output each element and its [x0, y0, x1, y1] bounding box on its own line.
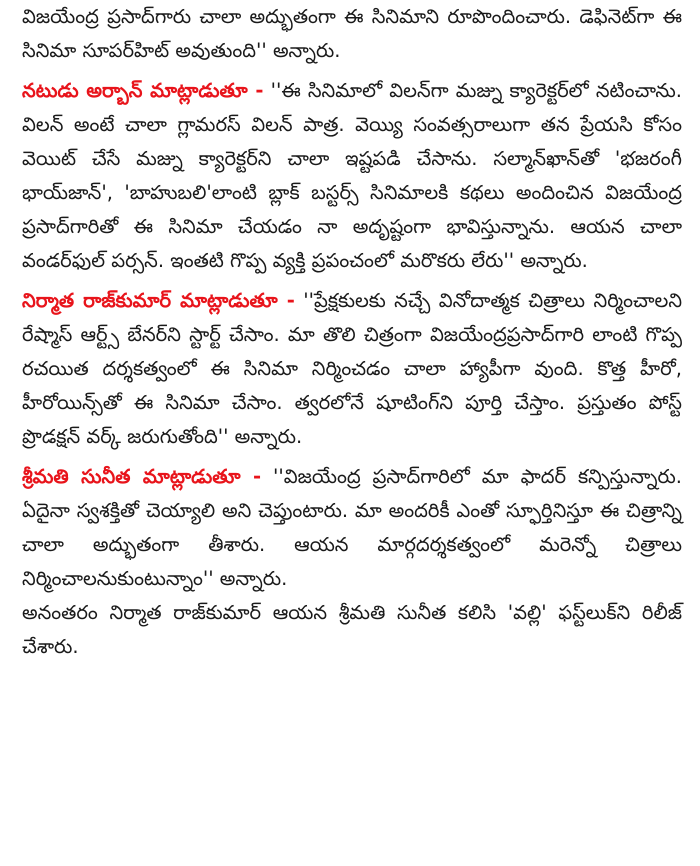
speaker-label: నిర్మాత రాజ్‌కుమార్‌ మాట్లాడుతూ -	[22, 289, 295, 312]
paragraph-text: అనంతరం నిర్మాత రాజ్‌కుమార్‌ ఆయన శ్రీమతి సునీత కలిసి 'వల్లి' ఫస్ట్‌లుక్‌ని రిలీజ్‌ చేశారు.	[22, 601, 682, 658]
paragraph-intro-closing	[22, 0, 682, 68]
paragraph-text: ''విజయేంద్ర ప్రసాద్‌గారిలో మా ఫాదర్‌ కన్పిస్తున్నారు. ఏదైనా స్వశక్తితో చెయ్యాలి అని చెప్తుంటారు. మా అందరికీ ఎంతో స్ఫూర్తినిస్తూ ఈ చిత్రాన్ని చాలా అద్భుతంగా తీశారు. ఆయన మార్గదర్శకత్వంలో మరెన్నో చిత్రాలు నిర్మించాలనుకుంటున్నాం'' అన్నారు.	[22, 465, 682, 590]
paragraph-text: ''ప్రేక్షకులకు నచ్చే వినోదాత్మక చిత్రాలు నిర్మించాలని రేష్మాస్‌ ఆర్ట్స్‌ బేనర్‌ని స్టార్ట్‌ చేసాం. మా తొలి చిత్రంగా విజయేంద్రప్రసాద్‌గారి లాంటి గొప్ప రచయిత దర్శకత్వంలో ఈ సినిమా నిర్మించడం చాలా హ్యాపీగా వుంది. కొత్త హీరో, హీరోయిన్స్‌తో ఈ సినిమా చేసాం. త్వరలోనే షూటింగ్‌ని పూర్తి చేస్తాం. ప్రస్తుతం పోస్ట్‌ ప్రొడక్షన్‌ వర్క్‌ జరుగుతోంది'' అన్నారు.	[22, 289, 683, 448]
paragraph-actor-arbaan	[22, 74, 682, 278]
paragraph-smt-sunitha	[22, 460, 682, 596]
paragraph-firstlook-release	[22, 596, 682, 664]
article-body	[22, 0, 682, 664]
paragraph-producer-rajkumar	[22, 284, 682, 454]
speaker-label: శ్రీమతి సునీత మాట్లాడుతూ -	[22, 465, 262, 488]
paragraph-text: ''ఈ సినిమాలో విలన్‌గా మజ్ను క్యారెక్టర్‌లో నటించాను. విలన్‌ అంటే చాలా గ్లామరస్‌ విలన్‌ పాత్ర. వెయ్యి సంవత్సరాలుగా తన ప్రేయసి కోసం వెయిట్‌ చేసే మజ్ను క్యారెక్టర్‌ని చాలా ఇష్టపడి చేసాను. సల్మాన్‌ఖాన్‌తో 'భజరంగీ భాయ్‌జాన్‌', 'బాహుబలి'లాంటి బ్లాక్‌ బస్టర్స్‌ సినిమాలకి కథలు అందించిన విజయేంద్ర ప్రసాద్‌గారితో ఈ సినిమా చేయడం నా అదృష్టంగా భావిస్తున్నాను. ఆయన చాలా వండర్‌ఫుల్‌ పర్సన్‌. ఇంతటి గొప్ప వ్యక్తి ప్రపంచంలో మరొకరు లేరు'' అన్నారు.	[22, 79, 682, 272]
speaker-label: నటుడు అర్బాన్‌ మాట్లాడుతూ -	[22, 79, 264, 102]
paragraph-text: విజయేంద్ర ప్రసాద్‌గారు చాలా అద్భుతంగా ఈ సినిమాని రూపొందించారు. డెఫినెట్‌గా ఈ సినిమా సూపర్‌హిట్‌ అవుతుంది'' అన్నారు.	[22, 5, 682, 62]
